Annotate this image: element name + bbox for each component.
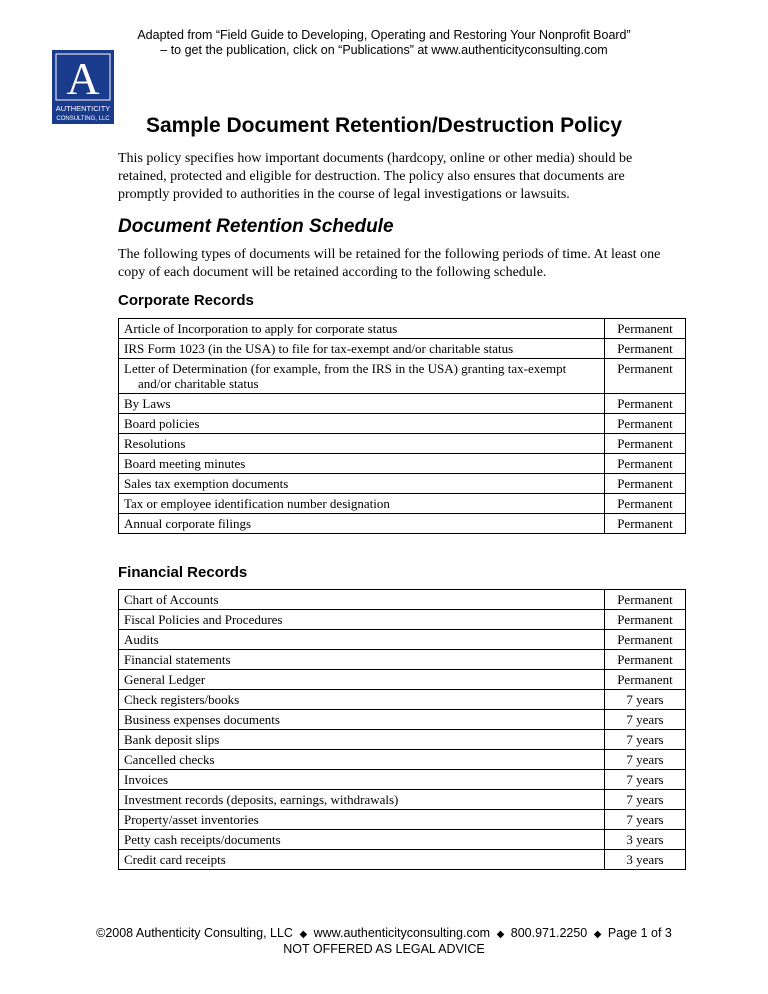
page-header (0, 28, 768, 58)
footer-phone: 800.971.2250 (510, 926, 588, 940)
retention-period: Permanent (605, 339, 686, 359)
retention-period: Permanent (605, 414, 686, 434)
diamond-separator-icon: ◆ (593, 929, 602, 940)
diamond-separator-icon: ◆ (496, 929, 505, 940)
logo-letter: A (66, 53, 100, 104)
table-row (119, 514, 686, 534)
record-item: Investment records (deposits, earnings, withdrawals) (119, 790, 605, 810)
schedule-heading: Document Retention Schedule (118, 216, 394, 237)
table-row (119, 770, 686, 790)
table-row (119, 494, 686, 514)
table-row (119, 394, 686, 414)
retention-period: Permanent (605, 434, 686, 454)
record-item: By Laws (119, 394, 605, 414)
table-row (119, 590, 686, 610)
intro-paragraph: This policy specifies how important documents (hardcopy, online or other media) should be retained, protected and eligible for destruction. The policy also ensures that documents are promptly provided to authorities in the course of legal investigations or lawsuits. (118, 151, 633, 202)
record-item: Resolutions (119, 434, 605, 454)
record-item: Fiscal Policies and Procedures (119, 610, 605, 630)
retention-period: Permanent (605, 394, 686, 414)
retention-period: 7 years (605, 690, 686, 710)
record-item: Property/asset inventories (119, 810, 605, 830)
record-item: Tax or employee identification number designation (119, 494, 605, 514)
retention-period: Permanent (605, 319, 686, 339)
record-item: Board meeting minutes (119, 454, 605, 474)
table-row (119, 750, 686, 770)
record-item: General Ledger (119, 670, 605, 690)
record-item: IRS Form 1023 (in the USA) to file for tax-exempt and/or charitable status (119, 339, 605, 359)
financial-records-table (118, 589, 686, 870)
retention-period: 3 years (605, 830, 686, 850)
record-item: Cancelled checks (119, 750, 605, 770)
retention-period: Permanent (605, 359, 686, 394)
table-row (119, 454, 686, 474)
record-item: Invoices (119, 770, 605, 790)
record-item: Check registers/books (119, 690, 605, 710)
table-row (119, 359, 686, 394)
record-item: Business expenses documents (119, 710, 605, 730)
authenticity-logo (52, 50, 114, 124)
retention-period: Permanent (605, 454, 686, 474)
retention-period: 7 years (605, 810, 686, 830)
logo-text-1: AUTHENTICITY (55, 104, 111, 113)
financial-records-heading: Financial Records (118, 564, 248, 581)
table-row (119, 339, 686, 359)
table-row (119, 730, 686, 750)
schedule-intro: The following types of documents will be retained for the following periods of time. At least one copy of each document will be retained according to the following schedule. (118, 247, 661, 280)
retention-period: 7 years (605, 770, 686, 790)
table-row (119, 650, 686, 670)
diamond-separator-icon: ◆ (299, 929, 308, 940)
table-row (119, 610, 686, 630)
corporate-records-table (118, 318, 686, 534)
table-row (119, 630, 686, 650)
footer-copyright: ©2008 Authenticity Consulting, LLC (96, 926, 293, 940)
footer-page-number: Page 1 of 3 (607, 926, 672, 940)
record-item: Bank deposit slips (119, 730, 605, 750)
retention-period: Permanent (605, 630, 686, 650)
record-item: Financial statements (119, 650, 605, 670)
table-row (119, 790, 686, 810)
table-row (119, 319, 686, 339)
record-item: Letter of Determination (for example, from the IRS in the USA) granting tax-exempt and/or charitable status (124, 361, 567, 391)
table-row (119, 850, 686, 870)
table-row (119, 710, 686, 730)
table-row (119, 830, 686, 850)
record-item: Board policies (119, 414, 605, 434)
retention-period: Permanent (605, 494, 686, 514)
record-item: Petty cash receipts/documents (119, 830, 605, 850)
table-row (119, 810, 686, 830)
logo-text-2: CONSULTING, LLC (56, 116, 110, 122)
record-item: Chart of Accounts (119, 590, 605, 610)
retention-period: Permanent (605, 610, 686, 630)
retention-period: Permanent (605, 650, 686, 670)
retention-period: Permanent (605, 474, 686, 494)
footer-website[interactable]: www.authenticityconsulting.com (313, 926, 491, 940)
record-item: Audits (119, 630, 605, 650)
page-title: Sample Document Retention/Destruction Policy (145, 114, 623, 137)
retention-period: 7 years (605, 790, 686, 810)
retention-period: Permanent (605, 590, 686, 610)
table-row (119, 414, 686, 434)
retention-period: 7 years (605, 750, 686, 770)
retention-period: Permanent (605, 514, 686, 534)
record-item: Sales tax exemption documents (119, 474, 605, 494)
retention-period: 7 years (605, 730, 686, 750)
retention-period: 7 years (605, 710, 686, 730)
retention-period: Permanent (605, 670, 686, 690)
footer-line-1 (0, 926, 768, 942)
table-row (119, 474, 686, 494)
page-footer (0, 926, 768, 957)
header-line-1: Adapted from “Field Guide to Developing, Operating and Restoring Your Nonprofit Board” (137, 28, 631, 42)
table-row (119, 690, 686, 710)
retention-period: 3 years (605, 850, 686, 870)
footer-disclaimer: NOT OFFERED AS LEGAL ADVICE (283, 942, 485, 956)
table-row (119, 434, 686, 454)
header-line-2: – to get the publication, click on “Publications” at www.authenticityconsulting.com (160, 43, 608, 57)
table-row (119, 670, 686, 690)
record-item: Annual corporate filings (119, 514, 605, 534)
record-item: Article of Incorporation to apply for corporate status (119, 319, 605, 339)
record-item: Credit card receipts (119, 850, 605, 870)
corporate-records-heading: Corporate Records (118, 292, 254, 309)
